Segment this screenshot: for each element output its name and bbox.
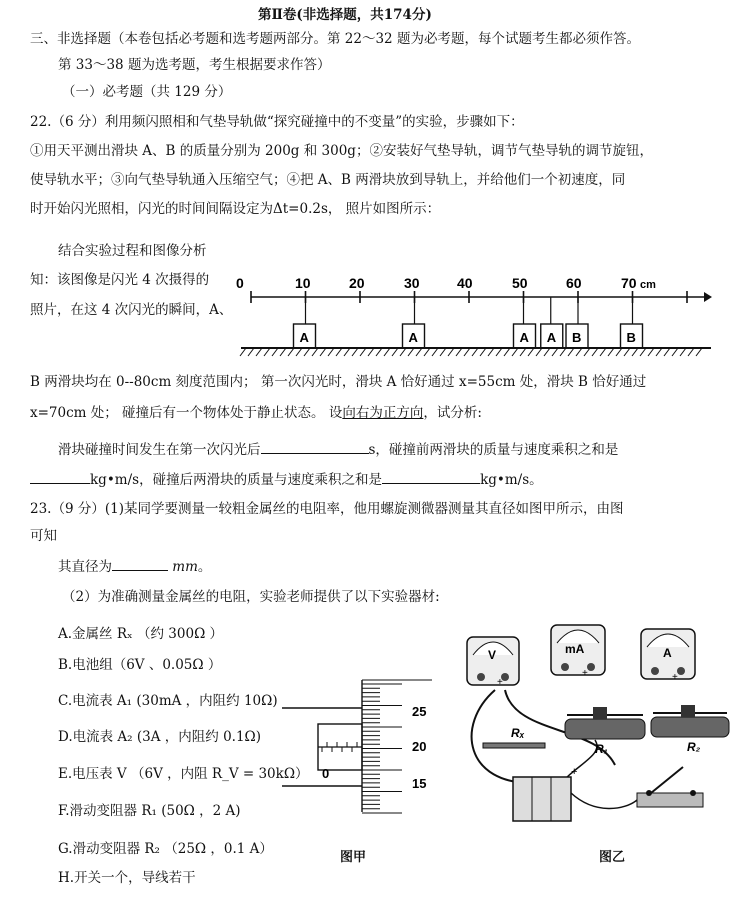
section-subtitle: （一）必考题（共 129 分） xyxy=(62,84,232,100)
svg-text:+: + xyxy=(582,668,588,679)
section-intro-line2: 第 33～38 题为选考题，考生根据要求作答） xyxy=(58,57,331,73)
equipment-item: E.电压表 V （6V ，内阻 R_V = 30kΩ） xyxy=(58,766,309,782)
q22-intro: 22.（6 分）利用频闪照相和气垫导轨做“探究碰撞中的不变量”的实验，步骤如下： xyxy=(30,114,524,130)
q22-fill-line2: kg•m/s，碰撞后两滑块的质量与速度乘积之和是 kg•m/s。 xyxy=(30,471,543,489)
slider-block-a xyxy=(541,297,563,348)
q22-line-l2: x=70cm 处； 碰撞后有一个物体处于静止状态。 设向右为正方向，试分析: xyxy=(30,405,482,421)
battery-icon xyxy=(513,766,577,821)
svg-text:+: + xyxy=(672,672,678,683)
section-intro-line1: 三、非选择题（本卷包括必考题和选考题两部分。第 22～32 题为必考题，每个试题考生都必须作答。 xyxy=(30,31,640,47)
q22-step-line1: ①用天平测出滑块 A、B 的质量分别为 200g 和 300g；②安装好气垫导轨，调节气垫导轨的调节旋钮， xyxy=(30,143,653,159)
q22-wrap-line3: 照片，在这 4 次闪光的瞬间，A、 xyxy=(30,302,233,318)
answer-blank[interactable] xyxy=(112,558,168,571)
equipment-item: F.滑动变阻器 R₁ (50Ω ，2 A) xyxy=(58,803,241,819)
slider-block-b xyxy=(621,297,643,348)
slider-block-a xyxy=(514,297,536,348)
q23-line1: 23.（9 分）(1)某同学要测量一较粗金属丝的电阻率，他用螺旋测微器测量其直径如图甲所示，由图 xyxy=(30,501,624,517)
thimble-label: 15 xyxy=(412,776,427,791)
equipment-item: H.开关一个，导线若干 xyxy=(58,870,196,886)
micrometer-figure xyxy=(282,672,442,822)
q23-diameter-line: 其直径为 mm。 xyxy=(58,559,212,575)
paper-title: 第Ⅱ卷(非选择题，共174分) xyxy=(258,7,432,23)
rheostat-r1-icon xyxy=(565,707,645,756)
ammeter-icon xyxy=(641,629,695,683)
switch-icon xyxy=(637,767,703,807)
figure-caption-jia: 图甲 xyxy=(340,850,367,865)
slider-block-a xyxy=(294,297,316,348)
tick-label: 70 xyxy=(621,275,637,291)
tick-label: 10 xyxy=(295,275,311,291)
thimble-label: 25 xyxy=(412,704,427,719)
slider-block-a xyxy=(403,297,425,348)
svg-text:+: + xyxy=(497,677,503,688)
q22-line-l1: B 两滑块均在 0--80cm 刻度范围内； 第一次闪光时，滑块 A 恰好通过 x=55cm 处，滑块 B 恰好通过 xyxy=(30,374,647,390)
svg-text:R₂: R₂ xyxy=(687,740,701,754)
q22-fill-line1: 滑块碰撞时间发生在第一次闪光后 s，碰撞前两滑块的质量与速度乘积之和是 xyxy=(58,442,619,458)
svg-text:mA: mA xyxy=(565,642,585,656)
tick-label: 40 xyxy=(457,275,473,291)
svg-text:+: + xyxy=(571,766,578,778)
q22-wrap-line1: 结合实验过程和图像分析 xyxy=(58,243,207,259)
svg-text:V: V xyxy=(488,648,497,662)
figure-caption-yi: 图乙 xyxy=(599,850,626,865)
ruler-scale xyxy=(236,275,712,303)
svg-text:A: A xyxy=(519,330,529,345)
q22-wrap-line2: 知：该图像是闪光 4 次摄得的 xyxy=(30,272,210,288)
tick-label: 0 xyxy=(236,275,244,291)
equipment-item: D.电流表 A₂ (3A ，内阻约 0.1Ω) xyxy=(58,729,261,745)
svg-text:A: A xyxy=(408,330,418,345)
zero-label: 0 xyxy=(322,766,330,781)
svg-text:B: B xyxy=(572,330,582,345)
q22-step-line3: 时开始闪光照相，闪光的时间间隔设定为Δt=0.2s， 照片如图所示： xyxy=(30,201,441,217)
answer-blank[interactable] xyxy=(30,471,90,484)
svg-text:A: A xyxy=(663,646,672,660)
equipment-item: C.电流表 A₁ (30mA ，内阻约 10Ω) xyxy=(58,693,278,709)
voltmeter-icon xyxy=(467,637,519,688)
svg-text:A: A xyxy=(546,330,557,345)
ruler-figure xyxy=(236,264,716,364)
equipment-item: B.电池组（6V 、0.05Ω ） xyxy=(58,657,222,673)
q23-line2: 可知 xyxy=(30,528,57,544)
milliammeter-icon xyxy=(551,625,605,679)
tick-label: 20 xyxy=(349,275,365,291)
svg-text:A: A xyxy=(299,330,309,345)
apparatus-figure xyxy=(455,615,735,830)
thimble-label: 20 xyxy=(412,739,427,754)
tick-label: 60 xyxy=(566,275,582,291)
tick-label: 30 xyxy=(404,275,420,291)
equipment-item: A.金属丝 Rₓ （约 300Ω ） xyxy=(58,626,224,642)
answer-blank[interactable] xyxy=(382,471,480,484)
rheostat-r2-icon xyxy=(651,705,729,754)
slider-block-b xyxy=(566,297,588,348)
q23-equipment-intro: （2）为准确测量金属丝的电阻，实验老师提供了以下实验器材: xyxy=(62,589,440,605)
q22-step-line2: 使导轨水平；③向气垫导轨通入压缩空气；④把 A、B 两滑块放到导轨上，并给他们一个初速度，同 xyxy=(30,172,626,188)
svg-text:R₁: R₁ xyxy=(595,742,608,756)
unit-label: cm xyxy=(640,279,656,291)
tick-label: 50 xyxy=(512,275,528,291)
underlined-direction: 向右为正方向 xyxy=(342,405,424,421)
svg-text:B: B xyxy=(626,330,636,345)
svg-text:Rₓ: Rₓ xyxy=(511,726,525,740)
answer-blank[interactable] xyxy=(261,441,369,454)
resistor-wire-icon xyxy=(483,726,545,748)
equipment-item: G.滑动变阻器 R₂ （25Ω ，0.1 A） xyxy=(58,841,273,857)
